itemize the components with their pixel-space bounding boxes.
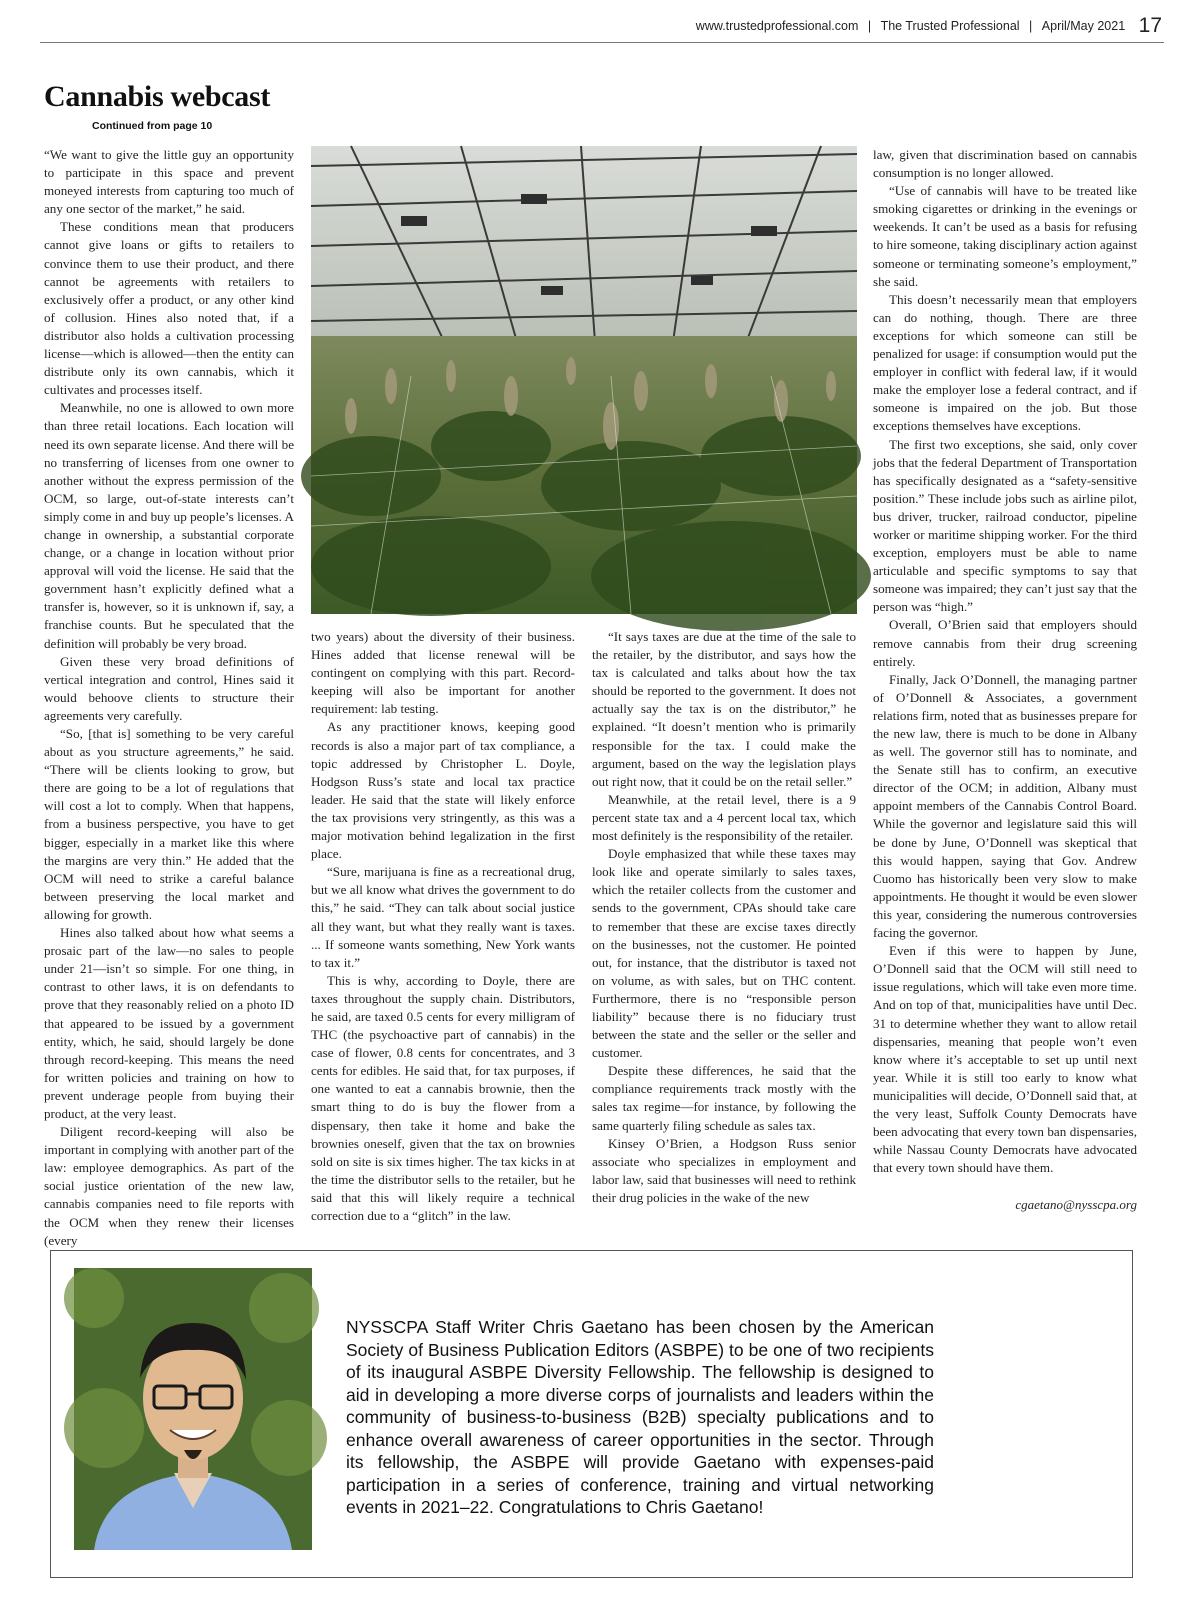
paragraph: Given these very broad definitions of vertical integration and control, Hines said it would behoove clients to structure their agreements very carefully.: [44, 653, 294, 723]
publication-name: The Trusted Professional: [880, 19, 1020, 33]
article-column-3: [592, 628, 856, 1218]
paragraph: The first two exceptions, she said, only cover jobs that the federal Department of Transportation has specifically designated as a “safety-sensitive position.” These include jobs such as airline pilot, bus driver, trucker, railroad conductor, pipeline worker or maritime shipping worker. For the third exception, employers must be able to name articulable and specific symptoms to say that someone was impaired; they can’t just say that the person was “high.”: [873, 436, 1137, 615]
paragraph: “Sure, marijuana is fine as a recreational drug, but we all know what drives the government to do this,” he said. “They can talk about social justice all they want, but what they really want is taxes. ... If someone wants something, New York wants to tax it.”: [311, 864, 575, 970]
paragraph: “So, [that is] something to be very careful about as you structure agreements,” he said. “There will be clients looking to grow, but there are going to be a lot of regulations that will cost a lot to comply. When that happens, from a business perspective, you have to get bigger, especially in a market like this where the margins are very thin.” He added that the OCM will need to strike a careful balance between preserving the local market and allowing for growth.: [44, 726, 294, 922]
paragraph: “We want to give the little guy an opportunity to participate in this space and prevent moneyed interests from capturing too much of any one sector of the market,” he said.: [44, 147, 294, 217]
paragraph: Finally, Jack O’Donnell, the managing partner of O’Donnell & Associates, a government relations firm, noted that as businesses prepare for the new law, there is much to be done in Albany as well. The governor still has to nominate, and the Senate still has to confirm, an executive director of the OCM; in addition, Albany must appoint members of the Cannabis Control Board. While the governor and legislature said this will be done by June, O’Donnell was skeptical that this would happen, saying that Gov. Andrew Cuomo has historically been very slow to make appointments. He thought it would be even slower this year, considering the numerous controversies facing the governor.: [873, 671, 1138, 941]
paragraph: Hines also talked about how what seems a prosaic part of the law—no sales to people under 21—isn’t so simple. For one thing, in contrast to other laws, it is on defendants to prove that they reasonably relied on a photo ID that appeared to be issued by a government entity, which, he said, should largely be done through record-keeping. This means the need for written policies and training on how to prevent underage people from buying their product, at the very least.: [44, 925, 294, 1121]
greenhouse-cannabis-photo: [311, 146, 857, 614]
header-rule: [40, 42, 1164, 43]
paragraph: These conditions mean that producers cannot give loans or gifts to retailers to convince them to use their product, and there cannot be agreements with retailers to exclusively offer a product, or any other kind of collusion. Hines also noted that, if a distributor also holds a cultivation processing license—which is allowed—then the entity can distribute only its own cannabis, which it cultivates and processes itself.: [44, 219, 294, 398]
author-portrait-photo: [74, 1268, 312, 1550]
article-column-1: [44, 146, 294, 1248]
continued-note: Continued from page 10: [92, 120, 213, 132]
article-title: Cannabis webcast: [44, 80, 271, 113]
issue-date: April/May 2021: [1041, 19, 1126, 33]
website-url[interactable]: www.trustedprofessional.com: [695, 19, 859, 33]
author-email[interactable]: cgaetano@nysscpa.org: [1015, 1197, 1137, 1212]
announcement-text: NYSSCPA Staff Writer Chris Gaetano has been chosen by the American Society of Business Publication Editors (ASBPE) to be one of two recipients of its inaugural ASBPE Diversity Fellowship. The fellowship is designed to aid in developing a more diverse corps of journalists and leaders within the community of business-to-business (B2B) specialty publications and to enhance overall awareness of career opportunities in the sector. Through its fellowship, the ASBPE will provide Gaetano with expenses-paid participation in a series of conference, training and virtual networking events in 2021–22. Congratulations to Chris Gaetano!: [346, 1317, 934, 1517]
paragraph: “Use of cannabis will have to be treated like smoking cigarettes or drinking in the evenings or weekends. It can’t be used as a basis for refusing to hire someone, taking disciplinary action against someone or terminating someone’s employment,” she said.: [873, 183, 1137, 289]
article-column-4: [873, 146, 1137, 1216]
paragraph: two years) about the diversity of their business. Hines added that license renewal will be contingent on complying with this part. Record-keeping will also be important for another requirement: lab testing.: [311, 629, 575, 717]
paragraph: Meanwhile, at the retail level, there is a 9 percent state tax and a 4 percent local tax, which most definitely is the responsibility of the retailer.: [592, 791, 856, 844]
paragraph: This is why, according to Doyle, there are taxes throughout the supply chain. Distributors, he said, are taxed 0.5 cents for every milligram of THC (the psychoactive part of cannabis) in the case of flower, 0.8 cents for concentrates, and 3 cents for edibles. He said that, for tax purposes, if one wanted to eat a cannabis brownie, then the smart thing to do is buy the flower from a dispensary, then take it home and bake the brownies oneself, given that the tax on brownies sold on site is six times higher. The tax kicks in at the time the distributor sells to the retailer, but he said that this will likely require a technical correction due to a “glitch” in the law.: [311, 972, 575, 1223]
paragraph: Diligent record-keeping will also be important in complying with another part of the law: employee demographics. As part of the social justice orientation of the new law, cannabis companies need to file reports with the OCM when they renew their licenses (every: [44, 1124, 294, 1248]
header-separator: |: [867, 19, 872, 33]
paragraph: law, given that discrimination based on cannabis consumption is no longer allowed.: [873, 147, 1137, 181]
paragraph: “It says taxes are due at the time of the sale to the retailer, by the distributor, and says how the tax is calculated and talks about how the tax should be reported to the government. It does not actually say the tax is on the distributor,” he explained. “It doesn’t mention who is primarily responsible for the tax. I could make the argument, based on the way the legislation plays out right now, that it could be on the retail seller.”: [592, 629, 856, 789]
paragraph: This doesn’t necessarily mean that employers can do nothing, though. There are three exceptions for which someone can still be penalized for usage: if consumption would put the employer in conflict with federal law, if it would make the employer lose a federal contract, and if someone is impaired on the job. But those exceptions themselves have exceptions.: [873, 291, 1137, 434]
page-header: [0, 14, 1162, 42]
paragraph: Despite these differences, he said that the compliance requirements track mostly with the sales tax regime—for instance, by following the same quarterly filing schedule as sales tax.: [592, 1063, 856, 1133]
paragraph: Kinsey O’Brien, a Hodgson Russ senior associate who specializes in employment and labor law, said that businesses will need to rethink their drug policies in the wake of the new: [592, 1135, 856, 1205]
page-number: 17: [1138, 14, 1162, 37]
paragraph: Doyle emphasized that while these taxes may look like and operate similarly to sales taxes, which the retailer collects from the customer and sends to the government, CPAs should take care to remember that these are excise taxes directly on the businesses, not the customer. He pointed out, for instance, that the distributor is taxed not on volume, as with sales, but on THC content. Furthermore, there is no “responsible person liability” because there is no fiduciary trust between the state and the seller or the seller and customer.: [592, 846, 856, 1061]
paragraph: Even if this were to happen by June, O’Donnell said that the OCM will still need to issue regulations, which will take even more time. And on top of that, municipalities have until Dec. 31 to determine whether they want to allow retail dispensaries, meaning that people won’t even know where it’s acceptable to set up until next year. While it is still too early to know what municipalities will decide, O’Donnell said that, at the very least, Suffolk County Democrats have been advocating that every town ban dispensaries, while Nassau County Democrats have advocated that every town should have them.: [873, 943, 1137, 1176]
paragraph: Meanwhile, no one is allowed to own more than three retail locations. Each location will need its own separate license. And there will be no transferring of licenses from one owner to another without the express permission of the OCM, so large, out-of-state interests can’t simply come in and buy up people’s licenses. A change in ownership, a substantial corporate change, or a change in location without prior approval will void the license. He said that the government hasn’t explicitly defined what a transfer is, however, so it is unknown if, say, a franchise counts. But he speculated that the definition will probably be very broad.: [44, 400, 294, 651]
paragraph: Overall, O’Brien said that employers should remove cannabis from their drug screening entirely.: [873, 617, 1137, 669]
article-column-2: [311, 628, 575, 1223]
header-separator: |: [1029, 19, 1033, 33]
paragraph: As any practitioner knows, keeping good records is also a major part of tax compliance, a topic addressed by Christopher L. Doyle, Hodgson Russ’s state and local tax practice leader. He said that the state will likely enforce the tax provisions very stringently, as this was a major motivation behind legalization in the first place.: [311, 719, 575, 862]
